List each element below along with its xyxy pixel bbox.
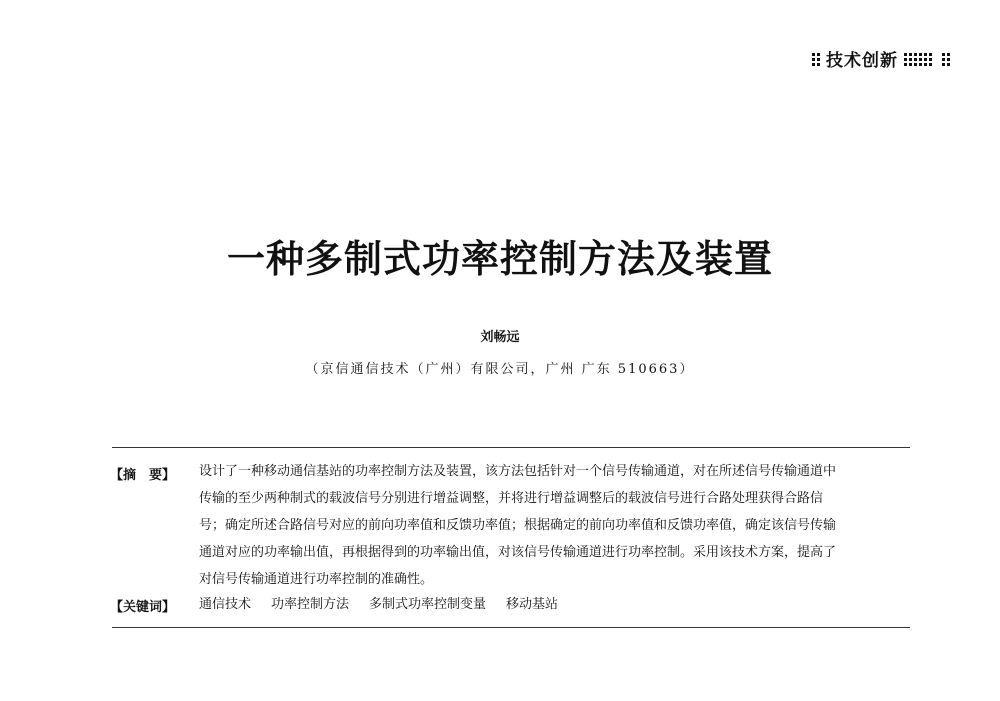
keyword-item: 功率控制方法 — [271, 597, 350, 612]
abstract-body — [199, 458, 911, 593]
dot-ornament-right-icon — [904, 51, 952, 67]
abstract-line: 传输的至少两种制式的载波信号分别进行增益调整，并将进行增益调整后的载波信号进行合路处理获得合路信 — [199, 491, 824, 506]
dot-ornament-left-icon — [812, 51, 820, 67]
article-title: 一种多制式功率控制方法及装置 — [226, 237, 773, 281]
article-author: 刘畅远 — [480, 330, 520, 345]
keyword-item: 多制式功率控制变量 — [369, 597, 487, 612]
abstract-line: 号；确定所述合路信号对应的前向功率值和反馈功率值；根据确定的前向功率值和反馈功率值，确定该信号传输 — [199, 518, 837, 533]
abstract-line: 通道对应的功率输出值，再根据得到的功率输出值，对该信号传输通道进行功率控制。采用该技术方案，提高了 — [199, 545, 837, 560]
abstract-line: 设计了一种移动通信基站的功率控制方法及装置，该方法包括针对一个信号传输通道，对在所述信号传输通道中 — [199, 464, 837, 479]
section-tag-label: 技术创新 — [826, 51, 898, 71]
article-affiliation: （京信通信技术（广州）有限公司，广州 广东 510663） — [305, 362, 695, 377]
divider-top — [112, 447, 910, 448]
divider-bottom — [112, 627, 910, 628]
keywords-label: 【关键词】 — [110, 600, 176, 615]
abstract-line: 对信号传输通道进行功率控制的准确性。 — [199, 572, 434, 587]
keyword-item: 移动基站 — [506, 597, 559, 612]
keywords-list — [199, 593, 558, 612]
keyword-item: 通信技术 — [199, 597, 252, 612]
abstract-label: 【摘 要】 — [110, 468, 176, 483]
section-tag — [812, 46, 952, 71]
